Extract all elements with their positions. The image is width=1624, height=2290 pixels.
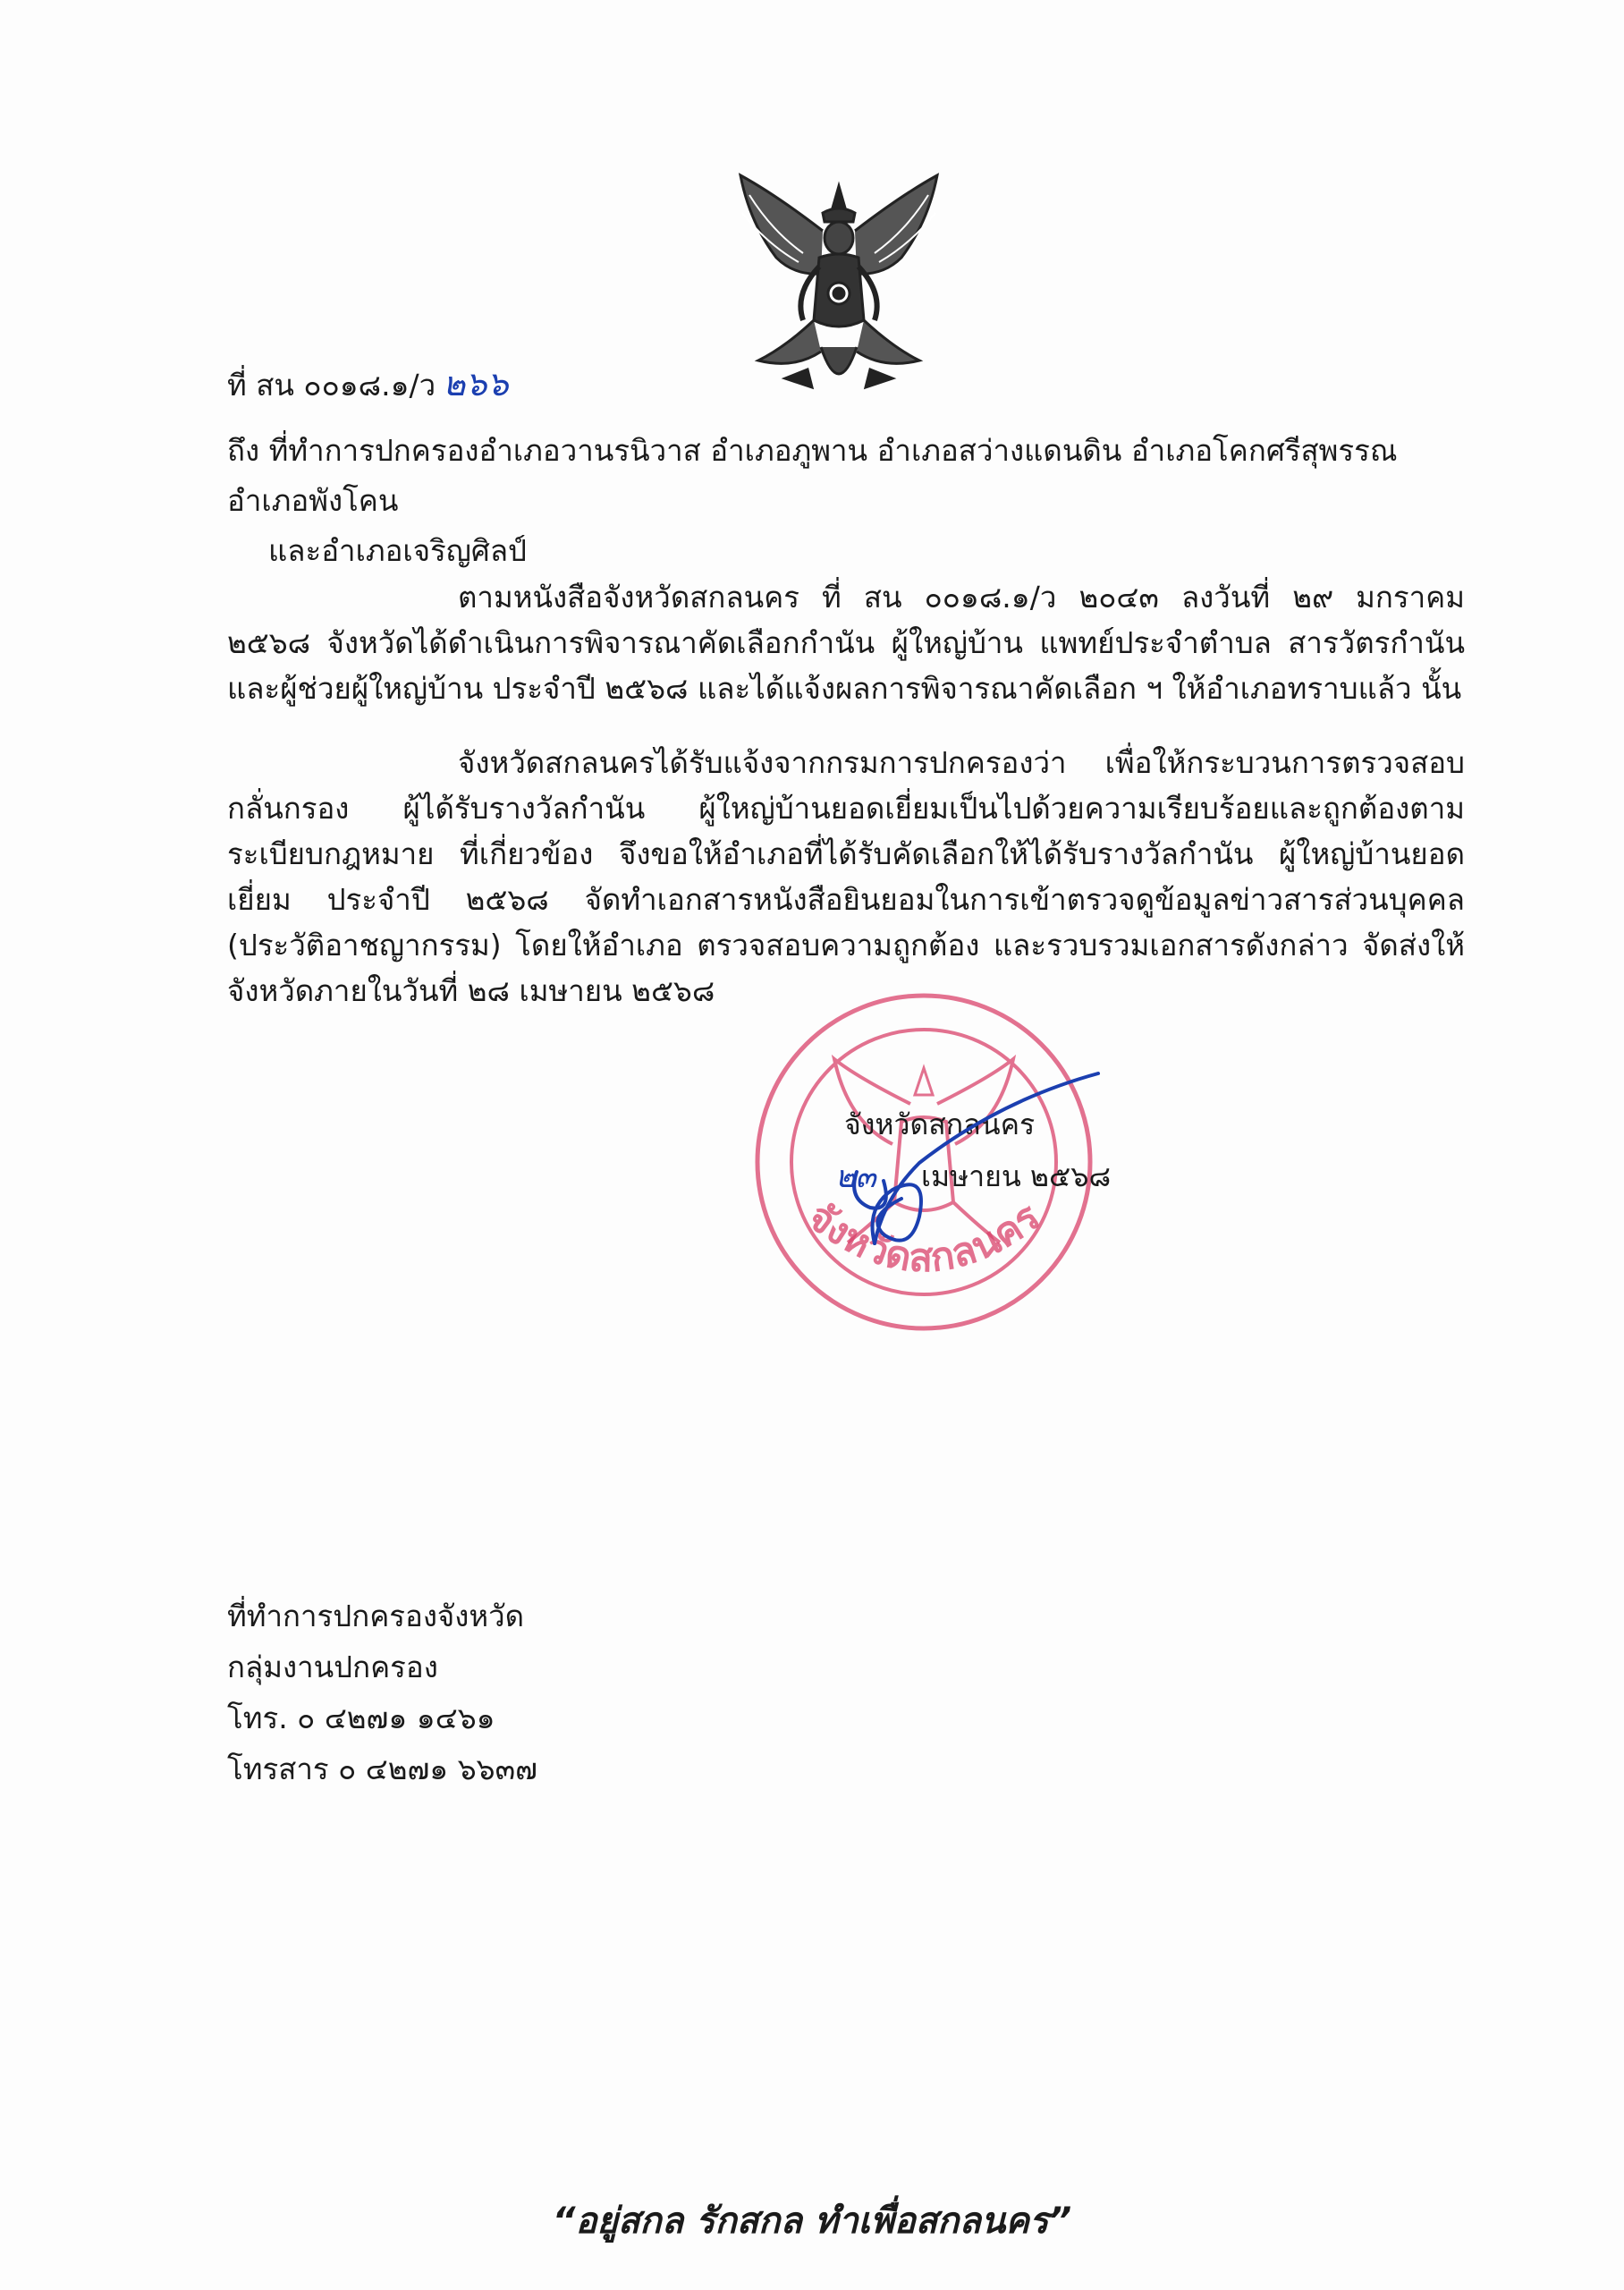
office-contact-block [227, 1590, 537, 1794]
reference-number-handwritten: ๒๖๖ [443, 364, 509, 403]
body-paragraph-2: จังหวัดสกลนครได้รับแจ้งจากกรมการปกครองว่า เพื่อให้กระบวนการตรวจสอบกลั่นกรอง ผู้ได้รับรางวัลกำนัน ผู้ใหญ่บ้านยอดเยี่ยมเป็นไปด้วยความเรียบร้อยและถูกต้องตามระเบียบกฎหมาย ที่เกี่ยวข้อง จึงขอให้อำเภอที่ได้รับคัดเลือกให้ได้รับรางวัลกำนัน ผู้ใหญ่บ้านยอดเยี่ยม ประจำปี ๒๕๖๘ จัดทำเอกสารหนังสือยินยอมในการเข้าตรวจดูข้อมูลข่าวสารส่วนบุคคล (ประวัติอาชญากรรม) โดยให้อำเภอ ตรวจสอบความถูกต้อง และรวบรวมเอกสารดังกล่าว จัดส่งให้จังหวัดภายในวันที่ ๒๘ เมษายน ๒๕๖๘ [227, 745, 1465, 1008]
garuda-emblem-icon [723, 168, 955, 410]
office-name: ที่ทำการปกครองจังหวัด [227, 1599, 525, 1633]
addressee-line-1: ถึง ที่ทำการปกครองอำเภอวานรนิวาส อำเภอภูพาน อำเภอสว่างแดนดิน อำเภอโคกศรีสุพรรณ อำเภอพังโคน [227, 433, 1398, 518]
handwritten-signature [821, 1064, 1107, 1279]
body-paragraph-1: ตามหนังสือจังหวัดสกลนคร ที่ สน ๐๐๑๘.๑/ว ๒๐๔๓ ลงวันที่ ๒๙ มกราคม ๒๕๖๘ จังหวัดได้ดำเนินการพิจารณาคัดเลือกกำนัน ผู้ใหญ่บ้าน แพทย์ประจำตำบล สารวัตรกำนัน และผู้ช่วยผู้ใหญ่บ้าน ประจำปี ๒๕๖๘ และได้แจ้งผลการพิจารณาคัดเลือก ฯ ให้อำเภอทราบแล้ว นั้น [227, 580, 1465, 706]
office-phone: โทร. ๐ ๔๒๗๑ ๑๔๖๑ [227, 1701, 495, 1735]
office-division: กลุ่มงานปกครอง [227, 1650, 438, 1684]
reference-label: ที่ สน ๐๐๑๘.๑/ว [227, 368, 436, 403]
seal-text: จังหวัดสกลนคร [799, 1193, 1049, 1282]
addressee [227, 426, 1461, 576]
date-month-year: เมษายน ๒๕๖๘ [921, 1159, 1112, 1193]
signer-title: จังหวัดสกลนคร [844, 1107, 1036, 1141]
office-fax: โทรสาร ๐ ๔๒๗๑ ๖๖๓๗ [227, 1751, 537, 1786]
footer-motto: “อยู่สกล รักสกล ทำเพื่อสกลนคร” [552, 2201, 1072, 2242]
addressee-line-2: และอำเภอเจริญศิลป์ [268, 533, 527, 568]
document-reference [227, 356, 509, 411]
date-day-handwritten: ๒๓ [835, 1159, 876, 1195]
